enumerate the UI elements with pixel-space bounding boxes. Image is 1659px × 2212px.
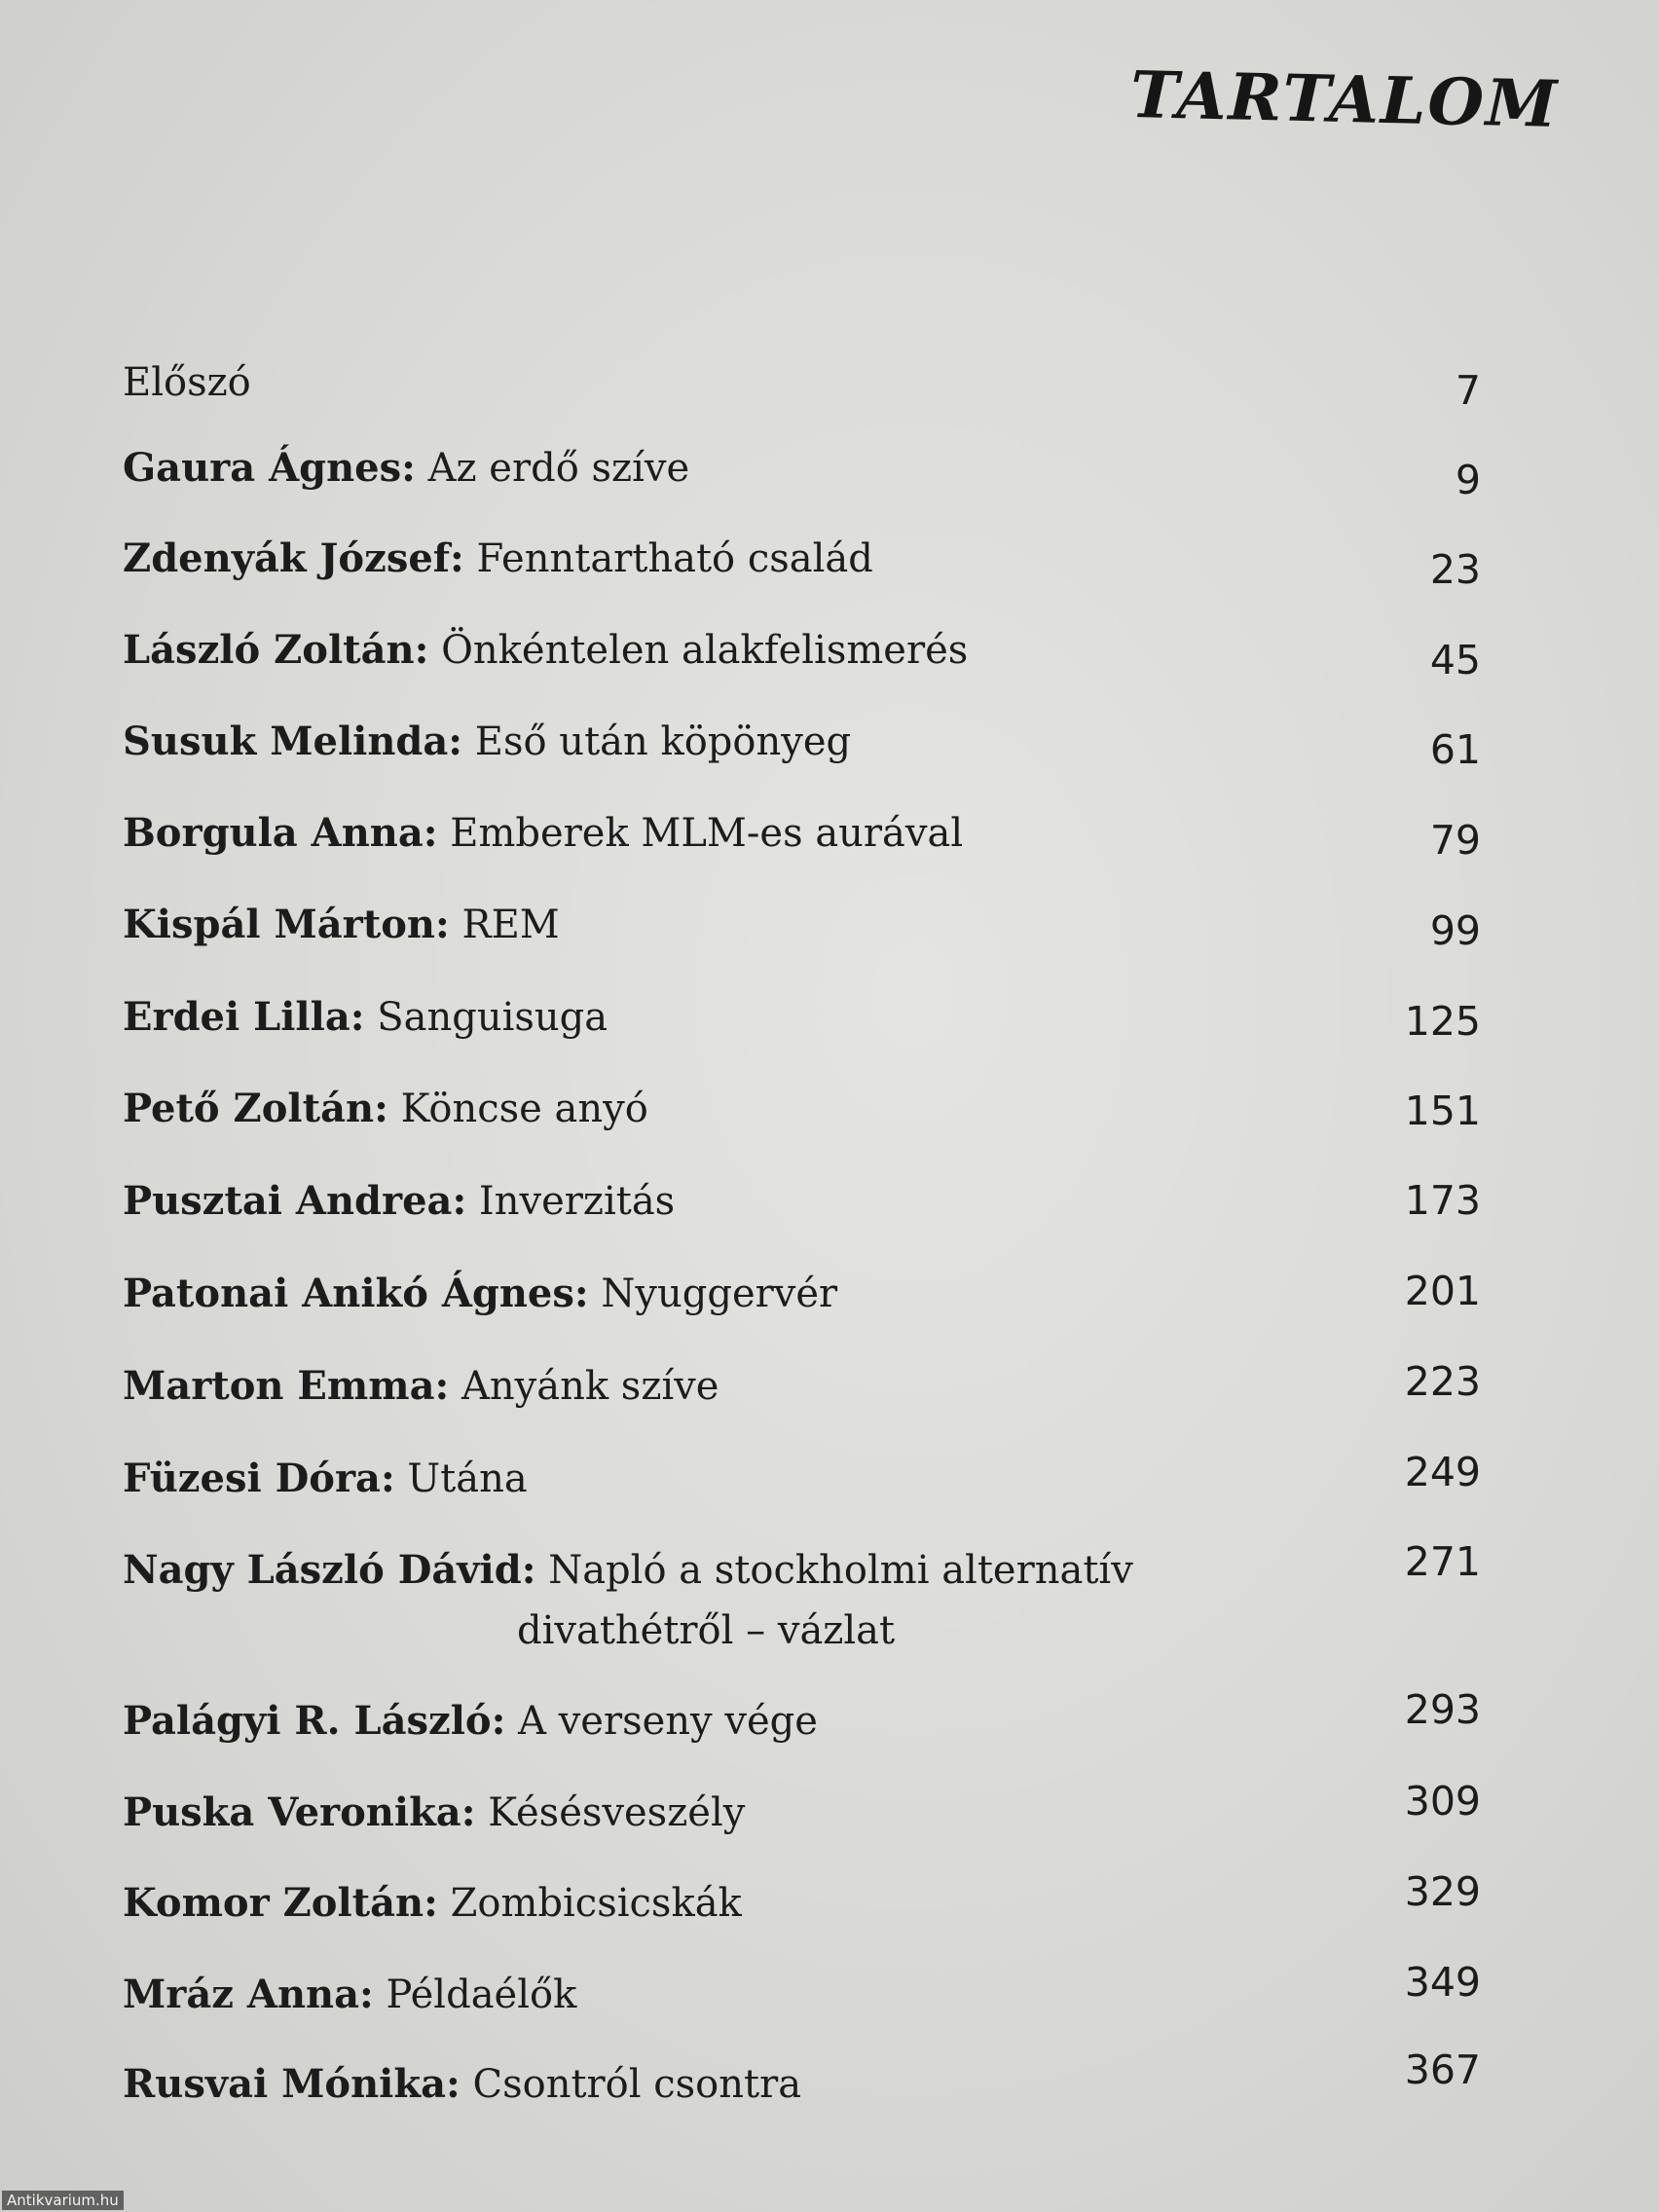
- entry-text: [123, 803, 963, 864]
- entry-author: Pető Zoltán:: [123, 1086, 388, 1131]
- entry-page-number: 329: [1404, 1868, 1481, 1915]
- entry-page-number: 223: [1404, 1358, 1481, 1405]
- entry-text: [123, 1264, 837, 1324]
- entry-author: Puska Veronika:: [123, 1789, 476, 1835]
- entry-author: Kispál Márton:: [123, 902, 450, 947]
- entry-title: Zombicsicskák: [437, 1881, 742, 1926]
- entry-title: Emberek MLM-es aurával: [437, 811, 964, 856]
- entry-title: Késésveszély: [475, 1790, 746, 1835]
- entry-title: Sanguisuga: [364, 995, 608, 1040]
- entry-text: [123, 1079, 648, 1139]
- toc-entry: [123, 1868, 1481, 1951]
- entry-page-number: 173: [1404, 1177, 1481, 1224]
- entry-page-number: 271: [1404, 1538, 1481, 1585]
- toc-entry: [123, 987, 1481, 1065]
- entry-page-number: 249: [1404, 1449, 1481, 1495]
- entry-page-number: 349: [1404, 1959, 1481, 2006]
- toc-entry: [123, 529, 1481, 607]
- entry-text: [123, 1171, 675, 1232]
- entry-author: Pusztai Andrea:: [123, 1178, 467, 1224]
- entry-page-number: 201: [1404, 1268, 1481, 1314]
- entry-title: Csontról csontra: [460, 2062, 802, 2107]
- entry-title: REM: [449, 903, 560, 947]
- entry-page-number: 293: [1404, 1686, 1481, 1733]
- toc-entry: [123, 1356, 1481, 1434]
- entry-author: Zdenyák József:: [123, 535, 464, 581]
- entry-author: Erdei Lilla:: [123, 994, 365, 1040]
- entry-text: [123, 352, 251, 413]
- toc-entry: [123, 438, 1481, 516]
- entry-text: [123, 1449, 528, 1509]
- entry-page-number: 61: [1429, 726, 1481, 773]
- entry-page-number: 367: [1404, 2046, 1481, 2093]
- watermark: Antikvarium.hu: [2, 2191, 124, 2210]
- entry-author: Patonai Anikó Ágnes:: [123, 1271, 589, 1316]
- entry-text: [123, 1873, 742, 1934]
- entry-text: [123, 620, 968, 681]
- toc-entry: [123, 712, 1481, 790]
- entry-author: Palágyi R. László:: [123, 1698, 506, 1744]
- entry-page-number: 79: [1429, 817, 1481, 864]
- entry-title: Inverzitás: [466, 1179, 676, 1224]
- entry-page-number: 151: [1404, 1088, 1481, 1134]
- entry-title: Az erdő szíve: [415, 446, 690, 491]
- entry-title: Napló a stockholmi alternatív: [535, 1548, 1133, 1593]
- entry-title: Előszó: [123, 360, 251, 405]
- entry-text: [123, 1691, 818, 1751]
- entry-title: A verseny vége: [505, 1699, 818, 1744]
- entry-text: [123, 712, 851, 772]
- entry-author: Komor Zoltán:: [123, 1880, 438, 1926]
- entry-title: Anyánk szíve: [449, 1364, 719, 1409]
- toc-entry: [123, 803, 1481, 881]
- entry-text: [123, 1783, 745, 1843]
- toc-entry: [123, 1079, 1481, 1157]
- entry-text: [123, 987, 608, 1048]
- toc-entry: [123, 2046, 1481, 2132]
- entry-author: Borgula Anna:: [123, 810, 438, 856]
- entry-author: László Zoltán:: [123, 627, 429, 673]
- entry-text: [123, 529, 873, 589]
- toc-entry: [123, 895, 1481, 973]
- entry-title: Nyuggervér: [588, 1272, 838, 1316]
- entry-text: [123, 1540, 1133, 1601]
- entry-title: Önkéntelen alakfelismerés: [428, 628, 969, 673]
- entry-title: Utána: [394, 1456, 528, 1501]
- entry-author: Marton Emma:: [123, 1363, 450, 1409]
- entry-page-number: 99: [1429, 907, 1481, 954]
- toc-entry: [123, 620, 1481, 698]
- toc-entry: [123, 1686, 1481, 1769]
- toc-entry: [123, 1171, 1481, 1249]
- entry-author: Gaura Ágnes:: [123, 445, 416, 491]
- entry-author: Mráz Anna:: [123, 1972, 374, 2017]
- toc-entry: [123, 1540, 1481, 1677]
- toc-heading: TARTALOM: [1129, 56, 1560, 142]
- entry-author: Rusvai Mónika:: [123, 2061, 461, 2107]
- entry-author: Susuk Melinda:: [123, 719, 463, 764]
- entry-page-number: 7: [1455, 367, 1481, 414]
- entry-author: Füzesi Dóra:: [123, 1456, 395, 1501]
- toc-entry: [123, 1449, 1481, 1527]
- entry-page-number: 309: [1404, 1778, 1481, 1825]
- toc-entry: [123, 1778, 1481, 1861]
- entry-page-number: 23: [1429, 546, 1481, 593]
- entry-page-number: 125: [1404, 998, 1481, 1045]
- toc-entry: [123, 352, 1481, 430]
- entry-text: [123, 438, 689, 498]
- entry-text: [123, 895, 560, 955]
- entry-title-continued: divathétről – vázlat: [517, 1608, 896, 1653]
- toc-entry: [123, 1264, 1481, 1342]
- entry-title: Köncse anyó: [387, 1087, 648, 1131]
- entry-text: [123, 1965, 576, 2025]
- toc-entry: [123, 1959, 1481, 2043]
- entry-text: [123, 1356, 719, 1417]
- entry-title: Példaélők: [373, 1972, 577, 2017]
- entry-page-number: 45: [1429, 637, 1481, 683]
- entry-title: Eső után köpönyeg: [462, 719, 852, 764]
- entry-page-number: 9: [1455, 457, 1481, 503]
- entry-author: Nagy László Dávid:: [123, 1547, 536, 1593]
- entry-title: Fenntartható család: [463, 536, 873, 581]
- entry-text: [123, 2054, 801, 2115]
